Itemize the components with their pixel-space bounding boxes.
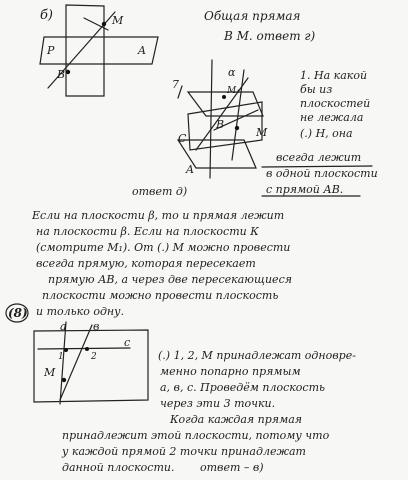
label-b-d: B [216,118,225,131]
section8-line-6: принадлежит этой плоскости, потому что [62,429,330,442]
section8-line-5: Когда каждая прямая [170,413,303,426]
label-point-1: 1 [58,352,64,362]
figure-plane-three-lines [34,322,148,404]
paragraph-line-3: (смотрите М₁). От (.) М можно провести [36,241,291,254]
label-m-d: M [256,126,268,139]
answer-d: ответ д) [132,185,188,198]
label-line-b: в [93,320,100,333]
section-8-marker: (8) [8,306,28,320]
label-m1: M₁ [227,86,240,96]
section8-line-2: менно попарно прямым [160,365,301,378]
label-line-c: c [124,336,131,349]
question-line-1: 1. На какой [300,69,368,82]
question-line-2: бы из [300,83,333,96]
label-plane-a: A [138,44,146,57]
question-line-5: (.) Н, она [300,127,353,140]
conclusion-line-1: всегда лежит [276,151,362,164]
section-b-marker: б) [40,8,54,23]
label-t: 7 [172,78,179,91]
paragraph-line-4: всегда прямую, которая пересекает [36,257,256,270]
label-alpha: α [228,66,236,79]
conclusion-line-2: в одной плоскости [266,167,378,180]
label-point-m8: M [44,366,56,379]
conclusion-line-3: с прямой АВ. [266,183,344,196]
label-c-d: C [178,132,187,145]
question-line-3: плоскостей [300,97,371,110]
section8-answer: ответ – в) [200,461,264,474]
section8-line-8: данной плоскости. [62,461,175,474]
label-a-d: A [186,163,194,176]
section8-line-7: у каждой прямой 2 точки принадлежат [62,445,306,458]
label-point-m: M [112,14,124,27]
answer-b-line2: В М. ответ г) [224,29,316,43]
paragraph-line-2: на плоскости β. Если на плоскости К [36,225,259,238]
paragraph-line-6: плоскости можно провести плоскость [42,289,279,302]
section8-line-3: а, в, с. Проведём плоскость [160,381,326,394]
answer-b-line1: Общая прямая [204,9,301,23]
label-point-2: 2 [91,352,97,362]
section8-line-1: (.) 1, 2, М принадлежат одновре- [158,349,356,362]
label-point-b: B [57,68,66,81]
label-line-a: a [60,320,67,333]
paragraph-line-1: Если на плоскости β, то и прямая лежит [32,209,285,222]
question-line-4: не лежала [300,111,364,124]
paragraph-line-7: и только одну. [36,305,125,318]
paragraph-line-5: прямую АВ, а через две пересекающиеся [48,273,293,286]
section8-line-4: через эти 3 точки. [160,397,276,410]
label-plane-p: P [47,44,55,57]
